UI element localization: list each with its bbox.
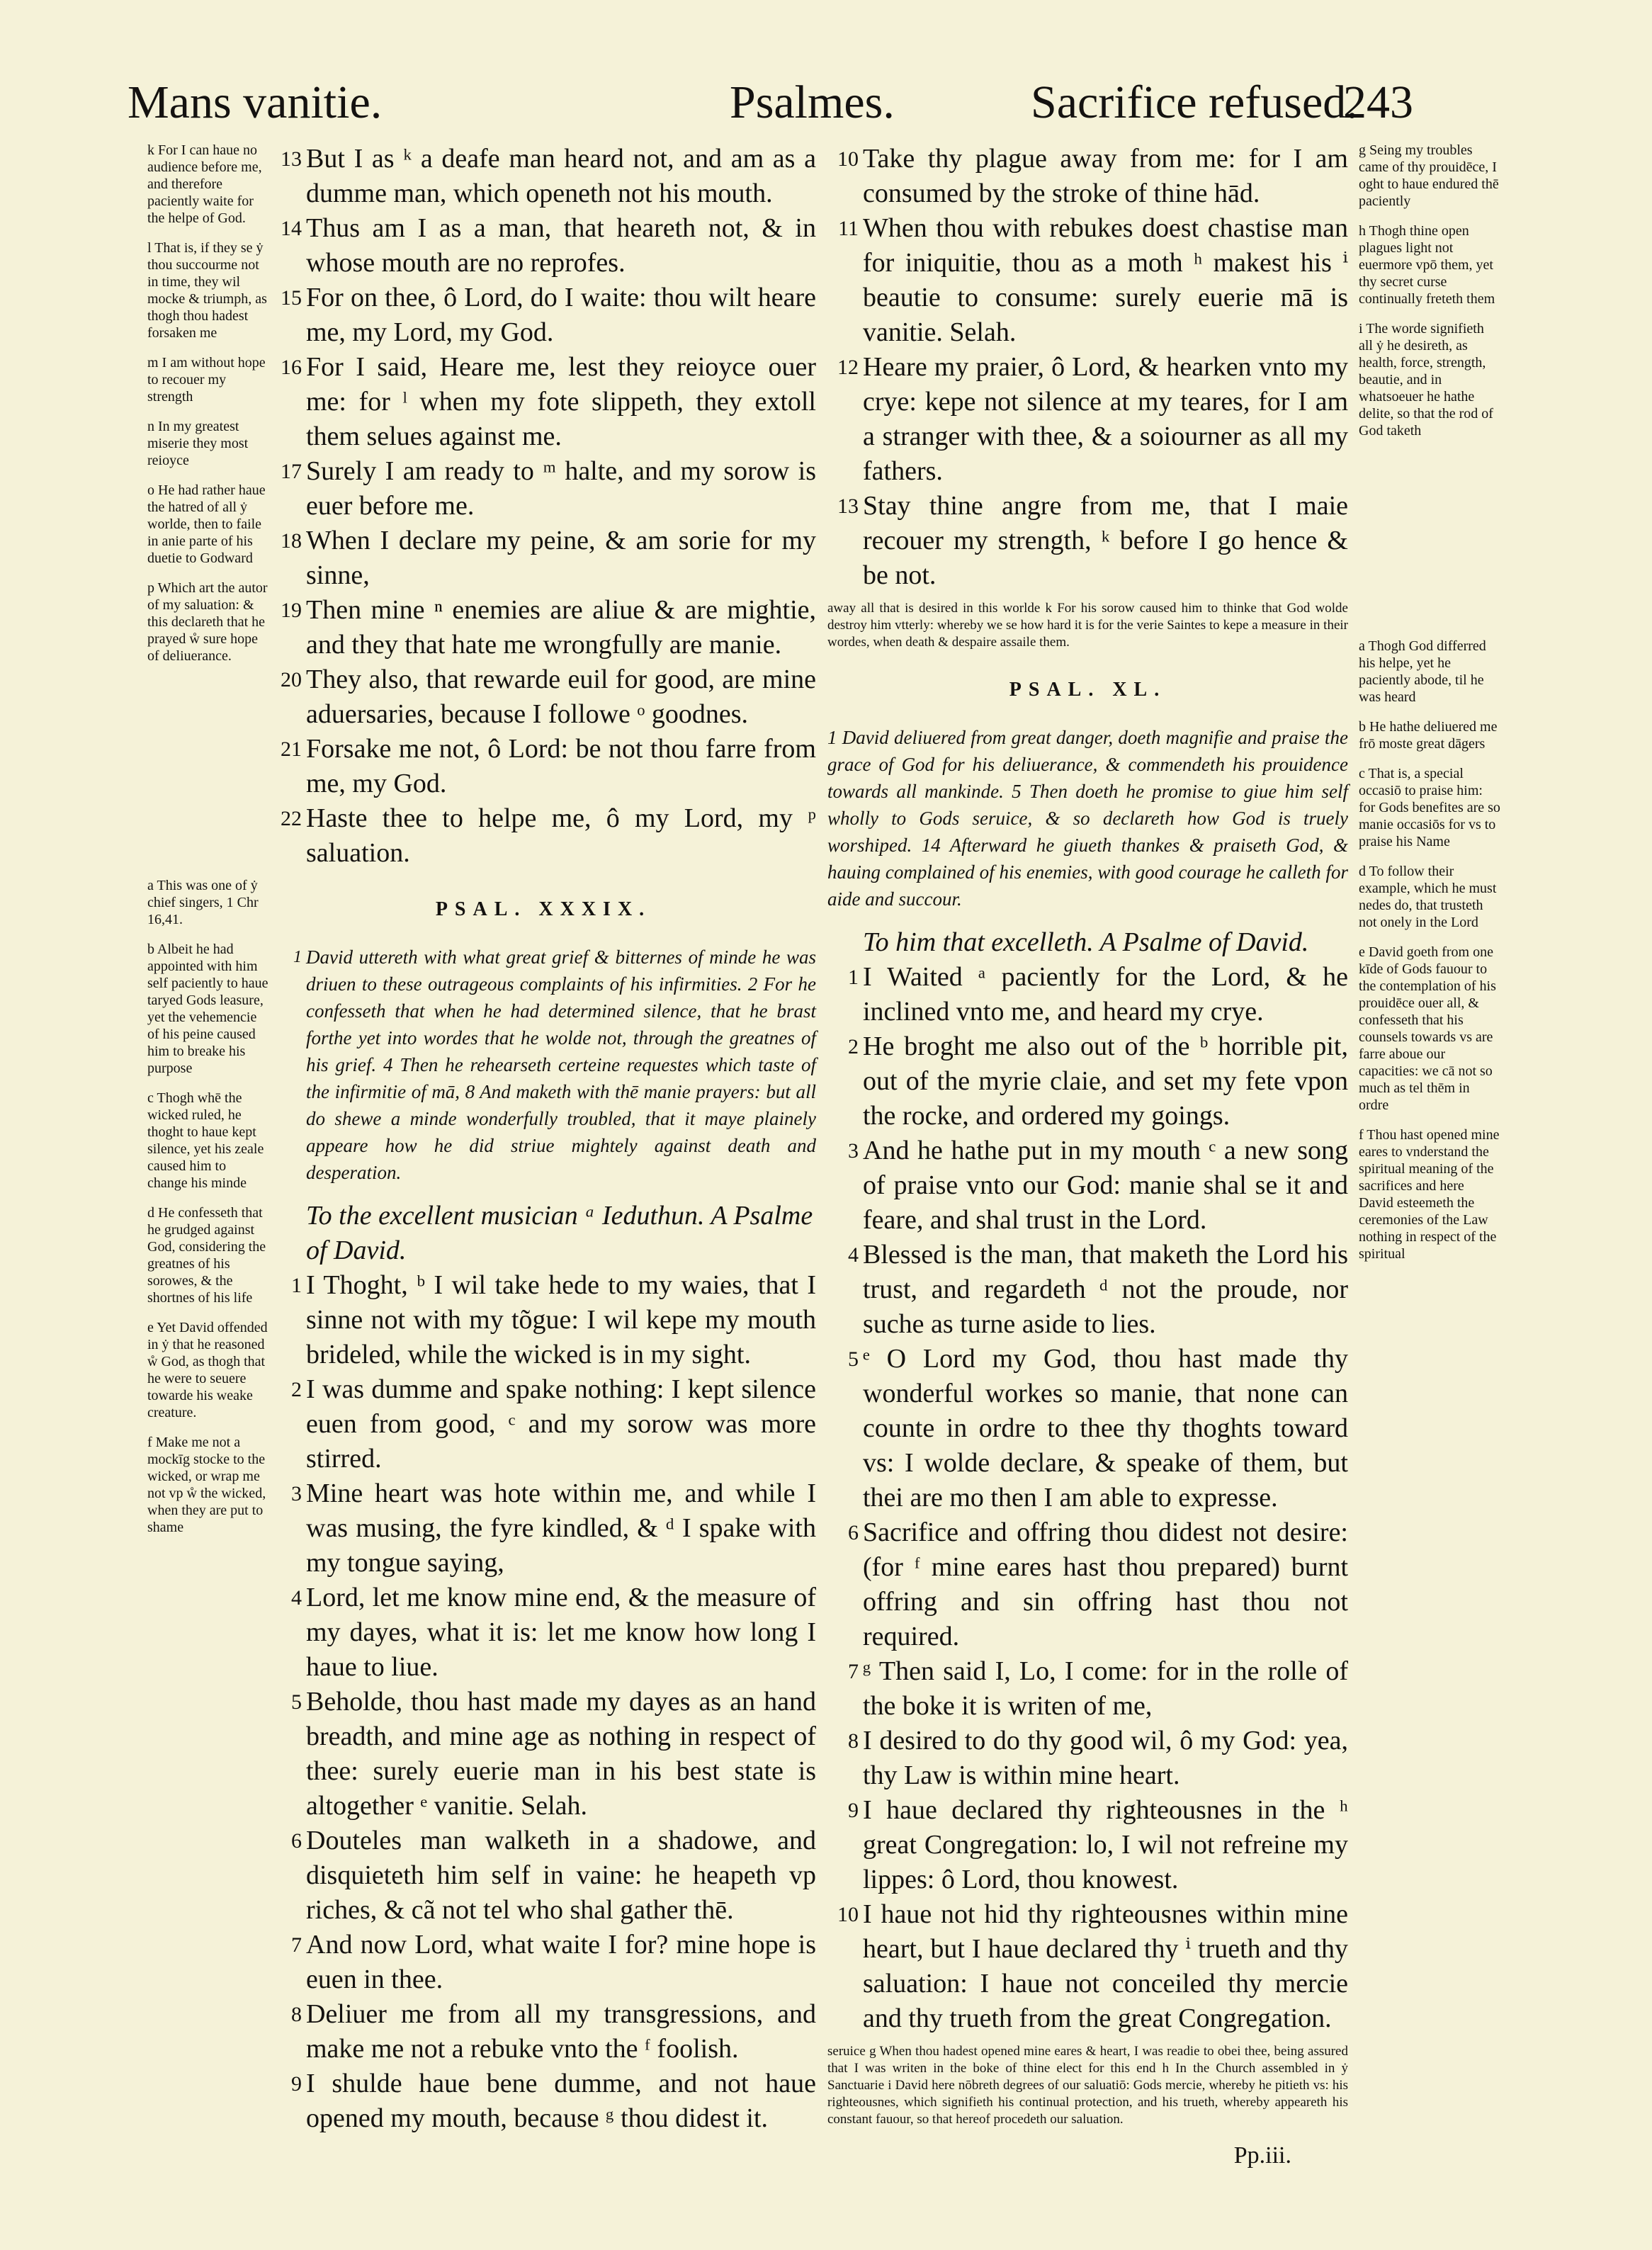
verse: 1 I Thoght, ᵇ I wil take hede to my waies, that I sinne not with my tõgue: I wil kepe my mouth brideled, while the wicked is in my sight. [291,1270,816,1369]
verse: 16 For I said, Heare me, lest they reioyce ouer me: for ˡ when my fote slippeth, they extoll them selues against me. [281,352,816,451]
margin-note: m I am without hope to recouer my strength [147,355,266,405]
running-head-book: Psalmes. [730,77,895,128]
margin-note: o He had rather haue the hatred of all ẏ worlde, then to faile in anie parte of his duetie to Godward [147,482,266,566]
verse: 12 Heare my praier, ô Lord, & hearken vnto my crye: kepe not silence at my teares, for I am a stranger with thee, & a soiourner as all my fathers. [837,352,1348,486]
margin-note: d To follow their example, which he must nedes do, that trusteth not onely in the Lord [1359,864,1497,930]
margin-note: k For I can haue no audience before me, and therefore paciently waite for the helpe of God. [147,142,262,226]
margin-note: n In my greatest miserie they most reioyce [147,419,249,468]
verse: 3 Mine heart was hote within me, and while I was musing, the fyre kindled, & ᵈ I spake with my tongue saying, [291,1479,816,1578]
verse: 13 Stay thine angre from me, that I maie recouer my strength, ᵏ before I go hence & be not. [837,491,1348,590]
psalm-superscription: To the excellent musician ᵃ Ieduthun. A Psalme of David. [306,1201,813,1265]
running-head-right: Sacrifice refused. [1031,77,1358,128]
margin-note: b He hathe deliuered me frō moste great dāgers [1359,719,1498,752]
verse: 5 Beholde, thou hast made my dayes as an hand breadth, and mine age as nothing in respect of thee: surely euerie man in his best state is altogether ᵉ vanitie. Selah. [291,1687,816,1821]
verse: 10 I haue not hid thy righteousnes within mine heart, but I haue declared thy ⁱ trueth and thy saluation: I haue not conceiled thy mercie and thy trueth from the great Congregation. [837,1899,1348,2033]
running-head-left: Mans vanitie. [128,77,383,128]
page-number: 243 [1343,77,1413,128]
verse: 7 And now Lord, what waite I for? mine hope is euen in thee. [291,1930,816,1994]
verse: 10 Take thy plague away from me: for I am consumed by the stroke of thine hād. [837,144,1348,208]
margin-note: f Thou hast opened mine eares to vnderstand the spiritual meaning of the sacrifices and here David esteemeth the ceremonies of the Law nothing in respect of the spiritual [1359,1127,1500,1262]
margin-note: h Thogh thine open plagues light not euermore vpō them, yet thy secret curse continually freteth them [1359,223,1495,307]
verse: 13 But I as ᵏ a deafe man heard not, and am as a dumme man, which openeth not his mouth. [281,144,816,208]
verse: 3 And he hathe put in my mouth ᶜ a new song of praise vnto our God: manie shal se it and feare, and shal trust in the Lord. [848,1136,1348,1235]
verse: 19 Then mine ⁿ enemies are aliue & are mightie, and they that hate me wrongfully are manie. [281,595,816,660]
verse: 8 I desired to do thy good wil, ô my God: yea, thy Law is within mine heart. [848,1726,1348,1790]
verse: 18 When I declare my peine, & am sorie for my sinne, [281,526,816,590]
psalm-heading: PSAL. XL. [1009,679,1167,701]
margin-note: f Make me not a mockīg stocke to the wicked, or wrap me not vp ẘ the wicked, when they are put to shame [147,1435,266,1535]
verse: 21 Forsake me not, ô Lord: be not thou farre from me, my God. [281,734,816,798]
margin-note: a This was one of ẏ chief singers, 1 Chr 16,41. [147,878,259,927]
psalm-heading: PSAL. XXXIX. [435,898,652,920]
right-margin-notes [1359,142,1500,1275]
verse: 6 Sacrifice and offring thou didest not desire: (for ᶠ mine eares hast thou prepared) burnt offring and sin offring hast thou not required. [848,1517,1348,1651]
verse: 20 They also, that rewarde euil for good, are mine aduersaries, because I followe ᵒ goodnes. [281,665,816,729]
footnote: away all that is desired in this worlde k For his sorow caused him to thinke that God wolde destroy him vtterly: whereby we se how hard it is for the verie Saintes to kepe a measure in their wordes, when death & despaire assaile them. [827,601,1348,650]
margin-note: a Thogh God differred his helpe, yet he paciently abode, til he was heard [1359,638,1486,705]
margin-note: e Yet David offended in ẏ that he reasoned ẘ God, as thogh that he were to seuere towarde his weake creature. [147,1320,268,1420]
psalm-summary: 1 David uttereth with what great grief & bitternes of minde he was driuen to these outrageous complaints of his infirmities. 2 For he confesseth that when he had determined silence, that he brast forthe yet into wordes that he wolde not, through the greatnes of his grief. 4 Then he rehearseth certeine requestes which taste of the infirmitie of mā, 8 And maketh with thē manie prayers: but all do shewe a minde wonderfully troubled, that it maye plainely appeare how he did striue mightely against death and desperation. [293,946,816,1183]
verse: 1 I Waited ᵃ paciently for the Lord, & he inclined vnto me, and heard my crye. [848,962,1348,1027]
verse: 4 Lord, let me know mine end, & the measure of my dayes, what it is: let me know how long I haue to liue. [291,1583,816,1682]
margin-note: g Seing my troubles came of thy prouidēce, I oght to haue endured thē paciently [1359,142,1499,209]
verse: 14 Thus am I as a man, that heareth not, & in whose mouth are no reprofes. [281,213,816,278]
footnote: seruice g When thou hadest opened mine eares & heart, I was readie to obei thee, being assured that I was writen in the boke of thine elect for this end h In the Church assembled in ẏ Sanctuarie i David here nōbreth degrees of our saluatiō: Gods mercie, whereby he pitieth vs: his righteousnes, which signifieth his continual protection, and his trueth, whereby appeareth his constant fauour, so that hereof procedeth our saluation. [827,2044,1348,2127]
verse: 9 I haue declared thy righteousnes in the ʰ great Congregation: lo, I wil not refreine my lippes: ô Lord, thou knowest. [848,1795,1348,1894]
verse: 9 I shulde haue bene dumme, and not haue opened my mouth, because ᵍ thou didest it. [291,2069,816,2133]
verse: 8 Deliuer me from all my transgressions, and make me not a rebuke vnto the ᶠ foolish. [291,1999,816,2064]
verse: 22 Haste thee to helpe me, ô my Lord, my ᵖ saluation. [281,803,816,868]
margin-note: d He confesseth that he grudged against God, considering the greatnes of his sorowes, & the shortnes of his life [147,1205,266,1306]
verse: 17 Surely I am ready to ᵐ halte, and my sorow is euer before me. [281,456,816,521]
verse: 5 ᵉ O Lord my God, thou hast made thy wonderful workes so manie, that none can counte in ordre to thee thy thoghts toward vs: I wolde declare, & speake of them, but thei are mo then I am able to expresse. [848,1344,1348,1513]
verse: 15 For on thee, ô Lord, do I waite: thou wilt heare me, my Lord, my God. [281,283,816,347]
verse: 2 I was dumme and spake nothing: I kept silence euen from good, ᶜ and my sorow was more stirred. [291,1374,816,1474]
left-margin-notes [147,142,269,1549]
verse: 2 He broght me also out of the ᵇ horrible pit, out of the myrie claie, and set my fete vpon the rocke, and ordered my goings. [848,1031,1348,1131]
verse: 7 ᵍ Then said I, Lo, I come: for in the rolle of the boke it is writen of me, [848,1656,1348,1721]
margin-note: c That is, a special occasiō to praise him: for Gods benefites are so manie occasiōs for vs to praise his Name [1359,766,1500,849]
margin-note: l That is, if they se ẏ thou succourme not in time, they wil mocke & triumph, as thogh thou hadest forsaken me [147,240,267,341]
psalm-summary: 1 David deliuered from great danger, doeth magnifie and praise the grace of God for his deliuerance, & commendeth his prouidence towards all mankinde. 5 Then doeth he promise to giue him self wholly to Gods seruice, & so declareth how God is truely worshiped. 14 Afterward he giueth thankes & praiseth God, & hauing complained of his enemies, with good courage he calleth for aide and succour. [827,727,1348,910]
left-text-column [271,142,816,2136]
psalm-superscription: To him that excelleth. A Psalme of David. [863,927,1309,957]
right-text-column [827,142,1348,2173]
margin-note: i The worde signifieth all ẏ he desireth, as health, force, strength, beautie, and in whatsoeuer he hathe delite, so that the rod of God taketh [1359,321,1493,439]
verse: 4 Blessed is the man, that maketh the Lord his trust, and regardeth ᵈ not the proude, nor suche as turne aside to lies. [848,1240,1348,1339]
verse: 11 When thou with rebukes doest chastise man for iniquitie, thou as a moth ʰ makest his ⁱ beautie to consume: surely euerie mā is vanitie. Selah. [838,213,1348,347]
margin-note: b Albeit he had appointed with him self paciently to haue taryed Gods leasure, yet the vehemencie of his peine caused him to breake his purpose [147,942,268,1076]
signature-mark: Pp.iii. [1233,2142,1291,2169]
verse: 6 Douteles man walketh in a shadowe, and disquieteth him self in vaine: he heapeth vp riches, & cã not tel who shal gather thē. [291,1826,816,1925]
margin-note: c Thogh whē the wicked ruled, he thoght to haue kept silence, yet his zeale caused him to change his minde [147,1090,264,1191]
margin-note: e David goeth from one kīde of Gods fauour to the contemplation of his prouidēce ouer all, & confesseth that his counsels towards vs are farre aboue our capacities: we cā not so much as tel thēm in ordre [1359,944,1496,1113]
margin-note: p Which art the autor of my saluation: & this declareth that he prayed ẘ sure hope of deliuerance. [147,580,268,664]
